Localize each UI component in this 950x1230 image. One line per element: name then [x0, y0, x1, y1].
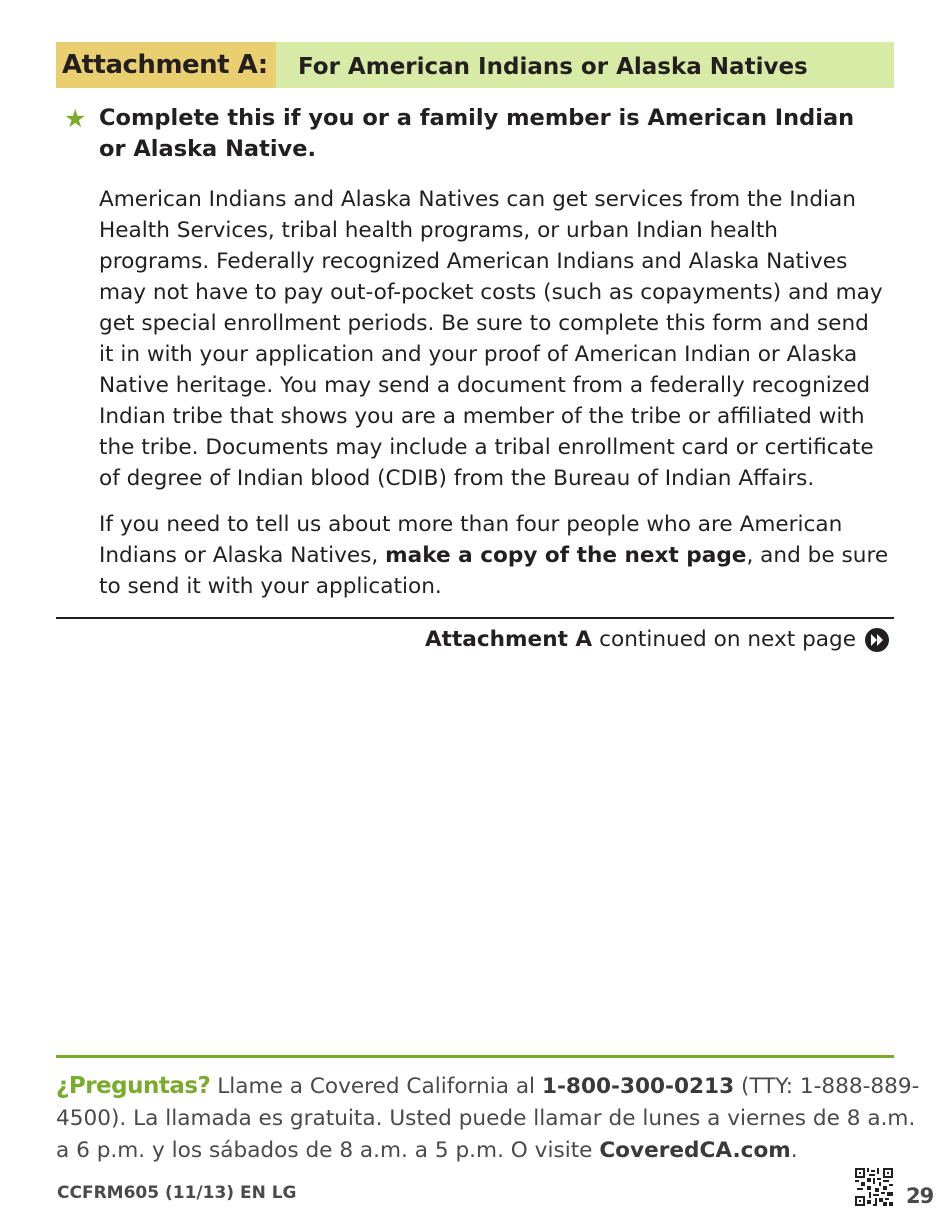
section-header — [56, 42, 894, 88]
form-code: CCFRM605 (11/13) EN LG — [57, 1183, 297, 1203]
footer-text-3: . — [790, 1138, 798, 1163]
footer-contact — [56, 1070, 926, 1167]
continued-text: continued on next page — [599, 627, 856, 652]
lead-instruction: Complete this if you or a family member is American Indian or Alaska Native. — [99, 105, 855, 162]
star-icon: ★ — [64, 104, 87, 133]
attachment-title: For American Indians or Alaska Natives — [276, 42, 894, 88]
copy-instruction-paragraph — [99, 509, 889, 602]
website-link[interactable]: CoveredCA.com — [599, 1138, 791, 1163]
section-divider — [56, 617, 894, 619]
continued-bold: Attachment A — [424, 627, 593, 652]
copy-instruction-tail: , and be sure to send it with your application. — [99, 543, 889, 599]
questions-label: ¿Preguntas? — [56, 1073, 211, 1099]
footer-text-1: Llame a Covered California al — [210, 1074, 542, 1099]
footer-text-2: (TTY: 1-888-889-4500). La llamada es gratuita. Usted puede llamar de lunes a viernes de 8 a.m. a 6 p.m. y los sábados de 8 a.m. a 5 p.m. O visite — [56, 1074, 920, 1163]
next-page-icon — [864, 627, 890, 653]
qr-code-icon — [855, 1168, 893, 1206]
phone-number: 1-800-300-0213 — [541, 1074, 735, 1099]
attachment-label: Attachment A: — [56, 42, 276, 88]
copy-instruction-bold: make a copy of the next page — [385, 543, 747, 568]
footer-divider — [56, 1055, 894, 1058]
info-paragraph: American Indians and Alaska Natives can get services from the Indian Health Services, tribal health programs, or urban Indian health programs. Federally recognized American Indians and Alaska Natives may not have to pay out-of-pocket costs (such as copayments) and may get special enrollment periods. Be sure to complete this form and send it in with your application and your proof of American Indian or Alaska Native heritage. You may send a document from a federally recognized Indian tribe that shows you are a member of the tribe or affiliated with the tribe. Documents may include a tribal enrollment card or certificate of degree of Indian blood (CDIB) from the Bureau of Indian Affairs. — [99, 187, 883, 491]
continued-note — [425, 624, 890, 656]
page-number: 29 — [906, 1184, 934, 1208]
copy-instruction-text: If you need to tell us about more than four people who are American Indians or Alaska Natives, — [99, 512, 843, 568]
